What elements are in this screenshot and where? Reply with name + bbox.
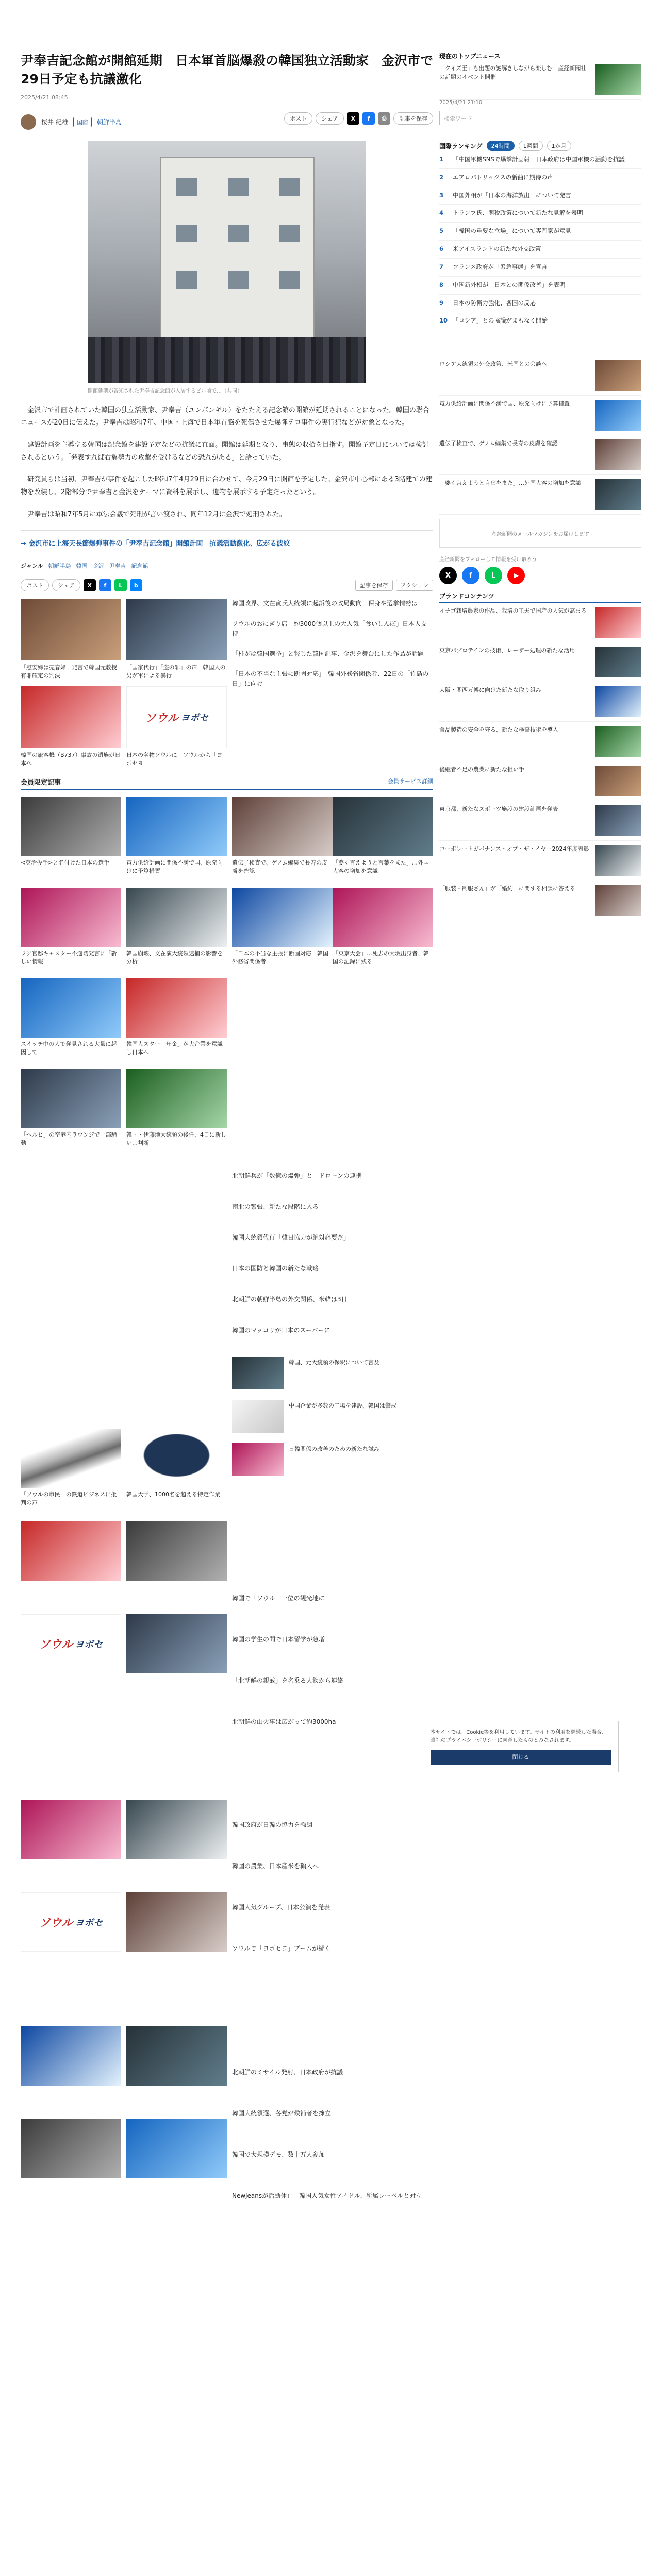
post-button[interactable]: ポスト — [284, 112, 312, 125]
search-input[interactable]: 検索ワード — [439, 111, 641, 125]
side-card[interactable]: 電力供給計画に関係不満で国、原発向けに予算措置 — [439, 396, 641, 435]
ranking-item[interactable]: 9 日本の防衛力強化、各国の反応 — [439, 295, 641, 313]
card-image[interactable] — [333, 797, 433, 856]
ranking-list — [439, 151, 641, 330]
pr-text[interactable]: 中国企業が多数の工場を建設、韓国は警戒 — [289, 1402, 396, 1410]
related-caption[interactable]: 日本の名物ソウルに ソウルから「ヨボセヨ」 — [126, 752, 223, 767]
recommend-title: 会員限定記事 — [21, 779, 61, 787]
ranking-tab[interactable]: 1か月 — [547, 141, 571, 151]
main-column — [21, 52, 433, 2541]
pr-text[interactable]: 韓国、元大統領の保釈について言及 — [289, 1359, 379, 1366]
brand-card[interactable]: 東京都、新たなスポーツ施設の建設計画を発表 — [439, 801, 641, 841]
recommend-more-link[interactable]: 会員サービス詳細 — [388, 778, 433, 785]
card-caption[interactable]: 「日本の不当な主張に断固対応」韓国外務省関係者 — [232, 950, 328, 965]
card-image[interactable] — [21, 797, 121, 856]
card-image[interactable] — [21, 1429, 121, 1488]
top-news-title: 現在のトップニュース — [439, 53, 501, 60]
genre-chip[interactable]: 金沢 — [92, 563, 104, 570]
card-caption[interactable]: 韓国・伊藤地大統領の後任、4日に新しい…判断 — [126, 1131, 226, 1147]
card-caption[interactable]: 「ヘルピ」の空港内ラウンジで一部騒動 — [21, 1131, 117, 1147]
top-news-time: 2025/4/21 21:10 — [439, 100, 483, 106]
article-body — [21, 404, 433, 521]
list-item[interactable]: 「北朝鮮の親戚」を名乗る人物から連絡 — [232, 1677, 344, 1685]
card-image[interactable] — [126, 1800, 227, 1859]
card-image[interactable] — [21, 1800, 121, 1859]
brand-card[interactable]: 東京パブロテインの技術、レーザー処理の新たな活用 — [439, 642, 641, 682]
recommend-header — [21, 777, 433, 790]
consent-text: 本サイトでは、Cookie等を利用しています。サイトの利用を継続した場合、当社のプライバシーポリシーに同意したものとみなされます。 — [431, 1730, 607, 1743]
article-date: 2025/4/21 08:45 — [21, 94, 68, 101]
brand-card[interactable]: コーポレートガバナンス・オブ・ザ・イヤー2024年度表彰 — [439, 841, 641, 880]
card-image[interactable] — [126, 2026, 227, 2086]
sidebar — [439, 52, 641, 920]
ranking-item[interactable]: 7 フランス政府が「緊急事態」を宣言 — [439, 259, 641, 277]
list-item[interactable]: 韓国の農業、日本産米を輸入へ — [232, 1862, 319, 1870]
x-icon[interactable]: X — [84, 579, 96, 591]
share-button[interactable]: シェア — [52, 579, 80, 591]
consent-close-button[interactable]: 閉じる — [431, 1750, 611, 1765]
side-card[interactable]: 遺伝子検査で、ゲノム編集で長寿の皮膚を確認 — [439, 435, 641, 475]
top-news-image — [595, 64, 641, 95]
card-image[interactable] — [126, 1069, 227, 1128]
card-caption[interactable]: フジ官邸キャスター不適切発言に「新しい情報」 — [21, 950, 117, 965]
list-item[interactable]: 韓国大統領選、各党が候補者を擁立 — [232, 2110, 332, 2117]
brand-card[interactable]: 食品製造の安全を守る、新たな検査技術を導入 — [439, 722, 641, 761]
article-paragraph: 建設計画を主導する韓国は記念館を建設予定などの抗議に直面。開館は延期となり、事態の収拾を目指す。開館予定日については検討されるという。「発表すれば右翼勢力の攻撃を受けるなどの恐れがある」と語っていた。 — [21, 440, 429, 462]
save-article-button[interactable]: 記事を保存 — [393, 112, 433, 125]
ranking-item[interactable]: 8 中国新外相が「日本との関係改善」を表明 — [439, 277, 641, 295]
article-headline: 尹奉吉記念館が開館延期 日本軍首脳爆殺の韓国独立活動家 金沢市で29日予定も抗議激化 — [21, 53, 434, 87]
card-image[interactable] — [21, 2119, 121, 2178]
related-caption[interactable]: 韓国の旅客機（B737）事故の遺族が日本へ — [21, 752, 121, 767]
list-item[interactable]: 日本の国防と韓国の新たな戦略 — [232, 1265, 319, 1273]
related-list-item[interactable]: ソウルのおにぎり店 約3000個以上の大人気「食いしんぼ」日本人支持 — [232, 620, 427, 637]
card-image[interactable] — [232, 797, 333, 856]
related-list-item[interactable]: 韓国政界、文在寅氏大統領に起訴後の政局動向 保身や選挙情勢は — [232, 600, 418, 607]
list-item[interactable]: Newjeansが活動休止 韓国人気女性アイドル、所属レーベルと対立 — [232, 2192, 422, 2200]
related-caption[interactable]: 「国家代行」「盗の罪」の声 韓国人の男が軍による暴行 — [126, 664, 226, 680]
share-toolbar — [284, 112, 433, 125]
list-item[interactable]: 北朝鮮兵が「数億の爆弾」と ドローンの連携 — [232, 1172, 362, 1180]
genre-chip[interactable]: 朝鮮半島 — [48, 563, 71, 570]
list-item[interactable]: 韓国で大規模デモ、数十万人参加 — [232, 2151, 325, 2159]
facebook-icon[interactable]: f — [462, 567, 479, 584]
brand-card[interactable]: 「服装・制服さん」が「婚約」に関する相談に答える — [439, 880, 641, 920]
facebook-icon[interactable]: f — [99, 579, 111, 591]
x-icon[interactable]: X — [347, 112, 359, 125]
card-image[interactable] — [21, 978, 121, 1038]
card-caption[interactable]: 「婆く言えようと言葉をまた」…外国人客の増加を意識 — [333, 859, 429, 875]
pr-image[interactable] — [232, 1400, 284, 1433]
genre-chip[interactable]: 記念館 — [131, 563, 148, 570]
card-caption[interactable]: 「ソウルの市民」の鉄道ビジネスに批判の声 — [21, 1491, 117, 1506]
card-image[interactable] — [232, 888, 333, 947]
list-item[interactable]: ソウルで「ヨボセヨ」ブームが続く — [232, 1945, 331, 1953]
card-caption[interactable]: 遺伝子検査で、ゲノム編集で長寿の皮膚を確認 — [232, 859, 328, 875]
subsection-link[interactable]: 朝鮮半島 — [96, 118, 122, 126]
related-article-link[interactable]: → 金沢市に上海天長節爆弾事件の「尹奉吉記念館」開館計画 抗議活動激化、広がる波紋 — [21, 530, 433, 555]
ranking-item[interactable]: 6 米アイスランドの新たな外交政策 — [439, 241, 641, 259]
list-item[interactable]: 韓国政府が日韓の協力を強調 — [232, 1821, 313, 1829]
print-icon[interactable]: ⎙ — [378, 112, 390, 125]
follow-icons — [439, 567, 641, 584]
list-item[interactable]: 北朝鮮の朝鮮半島の外交関係、米韓は3日 — [232, 1296, 347, 1303]
genre-label: ジャンル — [21, 563, 43, 570]
ranking-item[interactable]: 4 トランプ氏、関税政策について新たな見解を表明 — [439, 205, 641, 223]
card-image[interactable] — [126, 1614, 227, 1673]
ranking-item[interactable]: 5 「韓国の重要な立場」について専門家が意見 — [439, 223, 641, 241]
youtube-icon[interactable]: ▶ — [507, 567, 525, 584]
card-image[interactable] — [126, 2119, 227, 2178]
bluesky-icon[interactable]: b — [130, 579, 142, 591]
list-item[interactable]: 韓国のマッコリが日本のスーパーに — [232, 1327, 330, 1334]
recommend-cards — [21, 790, 433, 2541]
top-news-text: 「クイズ王」も出題の謎解きしながら楽しむ 産経新聞社の話題のイベント開催 — [439, 65, 587, 80]
article-paragraph: 尹奉吉は昭和7年5月に軍法会議で死刑が言い渡され、同年12月に金沢で処刑された。 — [27, 510, 286, 518]
brand-card[interactable]: 後継者不足の農業に新たな担い手 — [439, 761, 641, 801]
related-thumb[interactable] — [126, 599, 227, 660]
side-card[interactable]: ロシア大統領の外交政策、米国との会談へ — [439, 356, 641, 396]
line-icon[interactable]: L — [114, 579, 127, 591]
card-image[interactable] — [21, 1521, 121, 1581]
author-avatar — [21, 114, 36, 130]
share-button[interactable]: シェア — [316, 112, 344, 125]
brand-card[interactable]: 大阪・関西万博に向けた新たな取り組み — [439, 682, 641, 722]
list-item[interactable]: 北朝鮮の山火事は広がって約3000ha — [232, 1718, 336, 1726]
list-item[interactable]: 南北の緊張、新たな段階に入る — [232, 1203, 319, 1211]
list-item[interactable]: 韓国大統領代行「韓日協力が絶対必要だ」 — [232, 1234, 350, 1242]
card-caption[interactable]: スイッチ中の人で発見される大量に起因して — [21, 1041, 117, 1056]
card-image[interactable] — [126, 1892, 227, 1952]
ranking-tab[interactable]: 1週間 — [519, 141, 543, 151]
related-thumb[interactable]: ソウル ヨボセ — [126, 686, 227, 748]
list-item[interactable]: 韓国で「ソウル」一位の観光地に — [232, 1595, 325, 1602]
x-icon[interactable]: X — [439, 567, 457, 584]
newsletter-banner[interactable]: 産経新聞のメールマガジンをお届けします — [439, 519, 641, 548]
facebook-icon[interactable]: f — [362, 112, 375, 125]
genre-chip[interactable]: 尹奉吉 — [109, 563, 126, 570]
related-article-text: 金沢市に上海天長節爆弾事件の「尹奉吉記念館」開館計画 抗議活動激化、広がる波紋 — [28, 540, 290, 548]
card-image[interactable] — [126, 888, 227, 947]
list-item[interactable]: 北朝鮮のミサイル発射、日本政府が抗議 — [232, 2069, 343, 2076]
related-thumb[interactable] — [21, 599, 121, 660]
list-item[interactable]: 韓国人気グループ、日本公演を発表 — [232, 1904, 330, 1911]
section-tag[interactable]: 国際 — [73, 117, 92, 127]
card-caption[interactable]: 電力供給計画に関係不満で国、原発向けに予算措置 — [126, 859, 223, 875]
ranking-tab[interactable]: 24時間 — [487, 141, 515, 151]
article-paragraph: 金沢市で計画されていた韓国の独立活動家、尹奉吉（ユンボンギル）をたたえる記念館の開館が延期されることになった。韓国の聯合ニュースが20日に伝えた。尹奉吉は昭和7年、中国・上海で日本軍首脳を死傷させた爆弾テロ事件の実行犯などが対象となった。 — [21, 406, 429, 427]
card-caption[interactable]: 韓国崩壊、文在演大統領逮捕の影響を分析 — [126, 950, 223, 965]
article-paragraph: 研究員らは当初、尹奉吉が事件を起こした昭和7年4月29日に合わせて、今月29日に開館を予定した。金沢市中心部にある3階建ての建物を改装し、2階部分で尹奉吉と金沢をテーマに資料を展示し、遺物を展示する予定だったという。 — [21, 476, 433, 496]
list-item[interactable]: 韓国の学生の間で日本留学が急増 — [232, 1636, 325, 1643]
pr-text[interactable]: 日韓関係の改善のための新たな試み — [289, 1446, 379, 1453]
related-list-item[interactable]: 「柱がは韓国選挙」と報じた韓国記事、金沢を舞台にした作品が話題 — [232, 650, 424, 657]
follow-title: 産経新聞をフォローして情報を受け取ろう — [439, 557, 537, 563]
share-toolbar-bottom — [21, 579, 433, 591]
building-shape — [160, 157, 315, 352]
author-name[interactable]: 桜井 紀雄 — [41, 118, 68, 126]
card-image[interactable] — [333, 888, 433, 947]
cookie-consent — [423, 1721, 619, 1772]
hero-photo — [88, 141, 366, 383]
card-image[interactable] — [21, 2026, 121, 2086]
brand-card[interactable]: イチゴ栽培農家の作品、栽培の工夫で国産の人気が高まる — [439, 603, 641, 642]
brand-title: ブランドコンテンツ — [439, 591, 641, 603]
crowd-shape — [88, 337, 366, 383]
save-article-button[interactable]: 記事を保存 — [355, 580, 393, 591]
top-news-card[interactable] — [439, 60, 641, 100]
card-image[interactable] — [126, 797, 227, 856]
card-image[interactable] — [21, 888, 121, 947]
card-caption[interactable]: <英治投手>と名付けた日本の選手 — [21, 859, 110, 867]
card-image[interactable]: ソウル ヨボセ — [21, 1892, 121, 1952]
ranking-item[interactable]: 3 中国外相が「日本の海洋放出」について発言 — [439, 187, 641, 205]
post-button[interactable]: ポスト — [21, 579, 49, 591]
related-caption[interactable]: 「慰安婦は売春婦」発言で韓国元教授有罪確定の判決 — [21, 664, 117, 680]
related-grid — [21, 599, 433, 769]
related-thumb[interactable] — [21, 686, 121, 748]
genre-chip[interactable]: 韓国 — [76, 563, 88, 570]
pr-image[interactable] — [232, 1357, 284, 1389]
action-button[interactable]: アクション — [396, 580, 433, 591]
side-card[interactable]: 「婆く言えようと言葉をまた」…外国人客の増加を意識 — [439, 475, 641, 515]
line-icon[interactable]: L — [485, 567, 502, 584]
card-caption[interactable]: 韓国大学、1000名を超える特定作業 — [126, 1491, 220, 1498]
ranking-item[interactable]: 2 エアロパトリックスの新曲に期待の声 — [439, 169, 641, 187]
card-image[interactable]: ソウル ヨボセ — [21, 1614, 121, 1673]
ranking-item[interactable]: 1 「中国軍機SNSで爆撃計画報」日本政府は中国軍機の活動を抗議 — [439, 151, 641, 169]
related-list — [232, 599, 433, 699]
pr-image[interactable] — [232, 1443, 284, 1476]
card-image[interactable] — [21, 1069, 121, 1128]
ranking-item[interactable]: 10 「ロシア」との協議がまもなく開始 — [439, 312, 641, 330]
ranking-title: 国際ランキング — [439, 142, 483, 150]
card-image[interactable] — [126, 1521, 227, 1581]
card-caption[interactable]: 韓国人スター「年金」が大企業を意識し日本へ — [126, 1041, 223, 1056]
card-image[interactable] — [126, 978, 227, 1038]
photo-caption: 開館延期が告知された尹奉吉記念館が入居するビル前で…（共同） — [88, 388, 242, 394]
related-list-item[interactable]: 「日本の不当な主張に断固対応」 韓国外務省関係者、22日の「竹島の日」に向け — [232, 670, 429, 688]
card-image[interactable] — [126, 1429, 227, 1488]
ranking-header — [439, 141, 641, 151]
card-caption[interactable]: 「東京大会」…死去の大坂出身者、韓国の記録に残る — [333, 950, 429, 965]
genre-tags — [21, 562, 433, 570]
